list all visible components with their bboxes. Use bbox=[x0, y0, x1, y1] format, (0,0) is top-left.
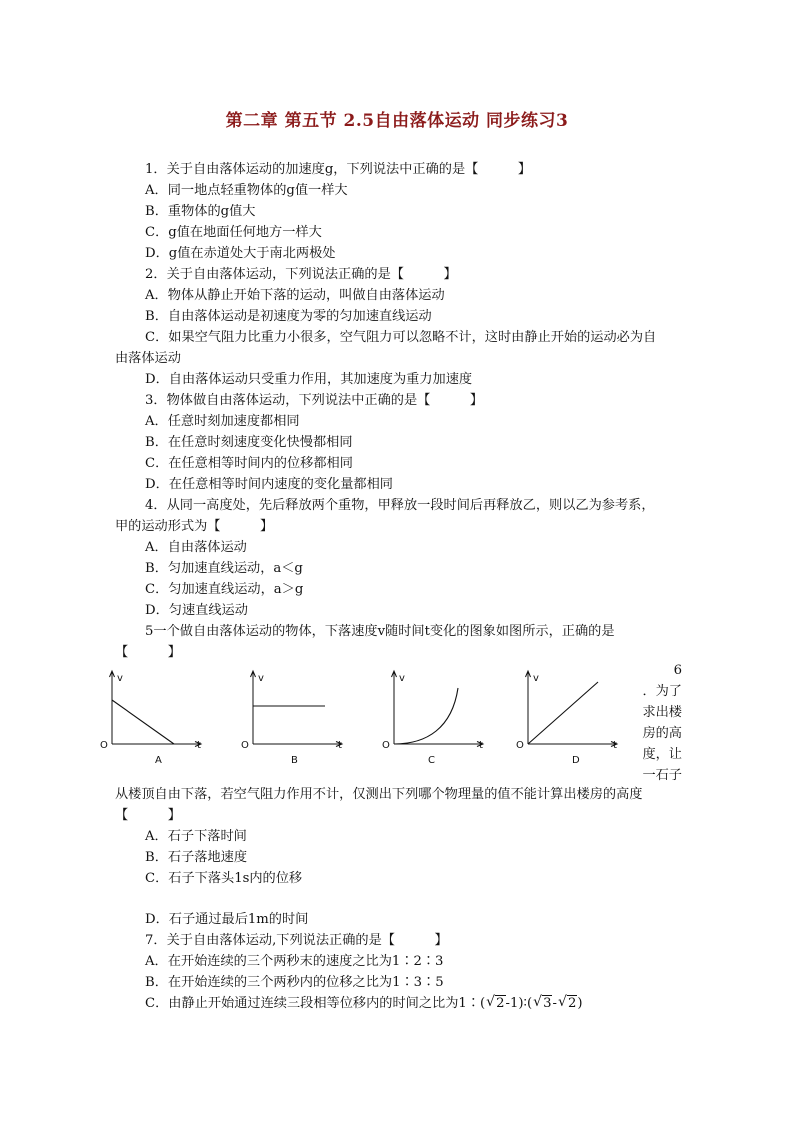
q2-option-a: A．物体从静止开始下落的运动，叫做自由落体运动 bbox=[145, 288, 445, 303]
q6-option-b: B．石子落地速度 bbox=[145, 850, 248, 865]
graph-b-origin-label: O bbox=[241, 740, 249, 751]
graph-c bbox=[382, 668, 492, 768]
q6-option-d: D．石子通过最后1m的时间 bbox=[145, 912, 309, 927]
graph-a-line bbox=[112, 700, 174, 744]
q6-option-c: C．石子下落头1s内的位移 bbox=[145, 871, 303, 886]
q6-side-line: 求出楼 bbox=[642, 705, 682, 720]
q6-side-line: 6 bbox=[673, 663, 682, 678]
q3-stem: 3．物体做自由落体运动，下列说法中正确的是【 】 bbox=[145, 393, 484, 408]
q7-option-c-text: C．由静止开始通过连续三段相等位移内的时间之比为1∶( bbox=[145, 996, 486, 1011]
page-title: 第二章 第五节 2.5自由落体运动 同步练习3 bbox=[225, 111, 569, 131]
graph-d bbox=[516, 668, 626, 768]
q7-stem: 7．关于自由落体运动,下列说法正确的是【 】 bbox=[145, 933, 448, 948]
q4-option-b: B．匀加速直线运动，a＜g bbox=[145, 561, 303, 576]
q5-stem: 5一个做自由落体运动的物体，下落速度v随时间t变化的图象如图所示，正确的是 bbox=[145, 624, 615, 639]
q3-option-d: D．在任意相等时间内速度的变化量都相同 bbox=[145, 477, 393, 492]
q7-option-c: C．由静止开始通过连续三段相等位移内的时间之比为1∶(√ 2-1)∶(√ 3-√ 2) bbox=[145, 994, 583, 1014]
graph-c-caption: C bbox=[428, 755, 435, 766]
q6-side-line: 度，让 bbox=[642, 747, 682, 762]
q6-stem: 从楼顶自由下落，若空气阻力作用不计，仅测出下列哪个物理量的值不能计算出楼房的高度 bbox=[115, 787, 643, 802]
graph-b-v-label: v bbox=[258, 673, 264, 684]
q4-stem-line1: 4．从同一高度处，先后释放两个重物，甲释放一段时间后再释放乙，则以乙为参考系， bbox=[145, 498, 655, 513]
graph-d-origin-label: O bbox=[516, 740, 524, 751]
q2-stem: 2．关于自由落体运动，下列说法正确的是【 】 bbox=[145, 267, 457, 282]
graph-b-t-label: t bbox=[338, 740, 342, 751]
q1-option-b: B．重物体的g值大 bbox=[145, 204, 256, 219]
q1-stem: 1．关于自由落体运动的加速度g，下列说法中正确的是【 】 bbox=[145, 162, 532, 177]
q2-option-d: D．自由落体运动只受重力作用，其加速度为重力加速度 bbox=[145, 372, 473, 387]
graph-d-caption: D bbox=[572, 755, 580, 766]
q6-bracket: 【 】 bbox=[115, 808, 181, 823]
graph-d-v-label: v bbox=[533, 673, 539, 684]
q2-option-b: B．自由落体运动是初速度为零的匀加速直线运动 bbox=[145, 309, 432, 324]
q4-stem-line2: 甲的运动形式为【 】 bbox=[115, 519, 274, 534]
q3-option-c: C．在任意相等时间内的位移都相同 bbox=[145, 456, 353, 471]
q6-option-a: A．石子下落时间 bbox=[145, 829, 247, 844]
q2-option-c-line2: 由落体运动 bbox=[115, 351, 181, 366]
sqrt-3: √ 3 bbox=[533, 994, 552, 1014]
graph-a-origin-label: O bbox=[100, 740, 108, 751]
q7-option-a: A．在开始连续的三个两秒末的速度之比为1∶2∶3 bbox=[145, 954, 444, 969]
q4-option-a: A．自由落体运动 bbox=[145, 540, 247, 555]
q6-side-text bbox=[628, 660, 682, 786]
q1-option-a: A．同一地点轻重物体的g值一样大 bbox=[145, 183, 348, 198]
q4-option-d: D．匀速直线运动 bbox=[145, 603, 248, 618]
graph-a-caption: A bbox=[155, 755, 162, 766]
q2-option-c-line1: C．如果空气阻力比重力小很多，空气阻力可以忽略不计，这时由静止开始的运动必为自 bbox=[145, 330, 657, 345]
graph-c-curve bbox=[394, 688, 458, 744]
graph-d-t-label: t bbox=[613, 740, 617, 751]
q1-option-d: D．g值在赤道处大于南北两极处 bbox=[145, 246, 336, 261]
graph-c-v-label: v bbox=[399, 673, 405, 684]
graph-d-line bbox=[528, 682, 598, 744]
sqrt-2: √ 2 bbox=[558, 994, 577, 1014]
graph-b-caption: B bbox=[291, 755, 298, 766]
graph-c-t-label: t bbox=[479, 740, 483, 751]
q3-option-a: A．任意时刻加速度都相同 bbox=[145, 414, 300, 429]
graph-a-t-label: t bbox=[197, 740, 201, 751]
q4-option-c: C．匀加速直线运动，a＞g bbox=[145, 582, 304, 597]
q6-side-line: ．为了 bbox=[642, 684, 682, 699]
graph-a bbox=[100, 668, 210, 768]
sqrt-2: √ 2 bbox=[486, 994, 505, 1014]
graph-a-v-label: v bbox=[117, 673, 123, 684]
q1-option-c: C．g值在地面任何地方一样大 bbox=[145, 225, 322, 240]
q7-option-b: B．在开始连续的三个两秒内的位移之比为1∶3∶5 bbox=[145, 975, 444, 990]
q5-bracket: 【 】 bbox=[115, 645, 181, 660]
graph-c-origin-label: O bbox=[382, 740, 390, 751]
q3-option-b: B．在任意时刻速度变化快慢都相同 bbox=[145, 435, 353, 450]
q6-side-line: 一石子 bbox=[642, 768, 682, 783]
graph-b bbox=[241, 668, 351, 768]
q6-side-line: 房的高 bbox=[642, 726, 682, 741]
